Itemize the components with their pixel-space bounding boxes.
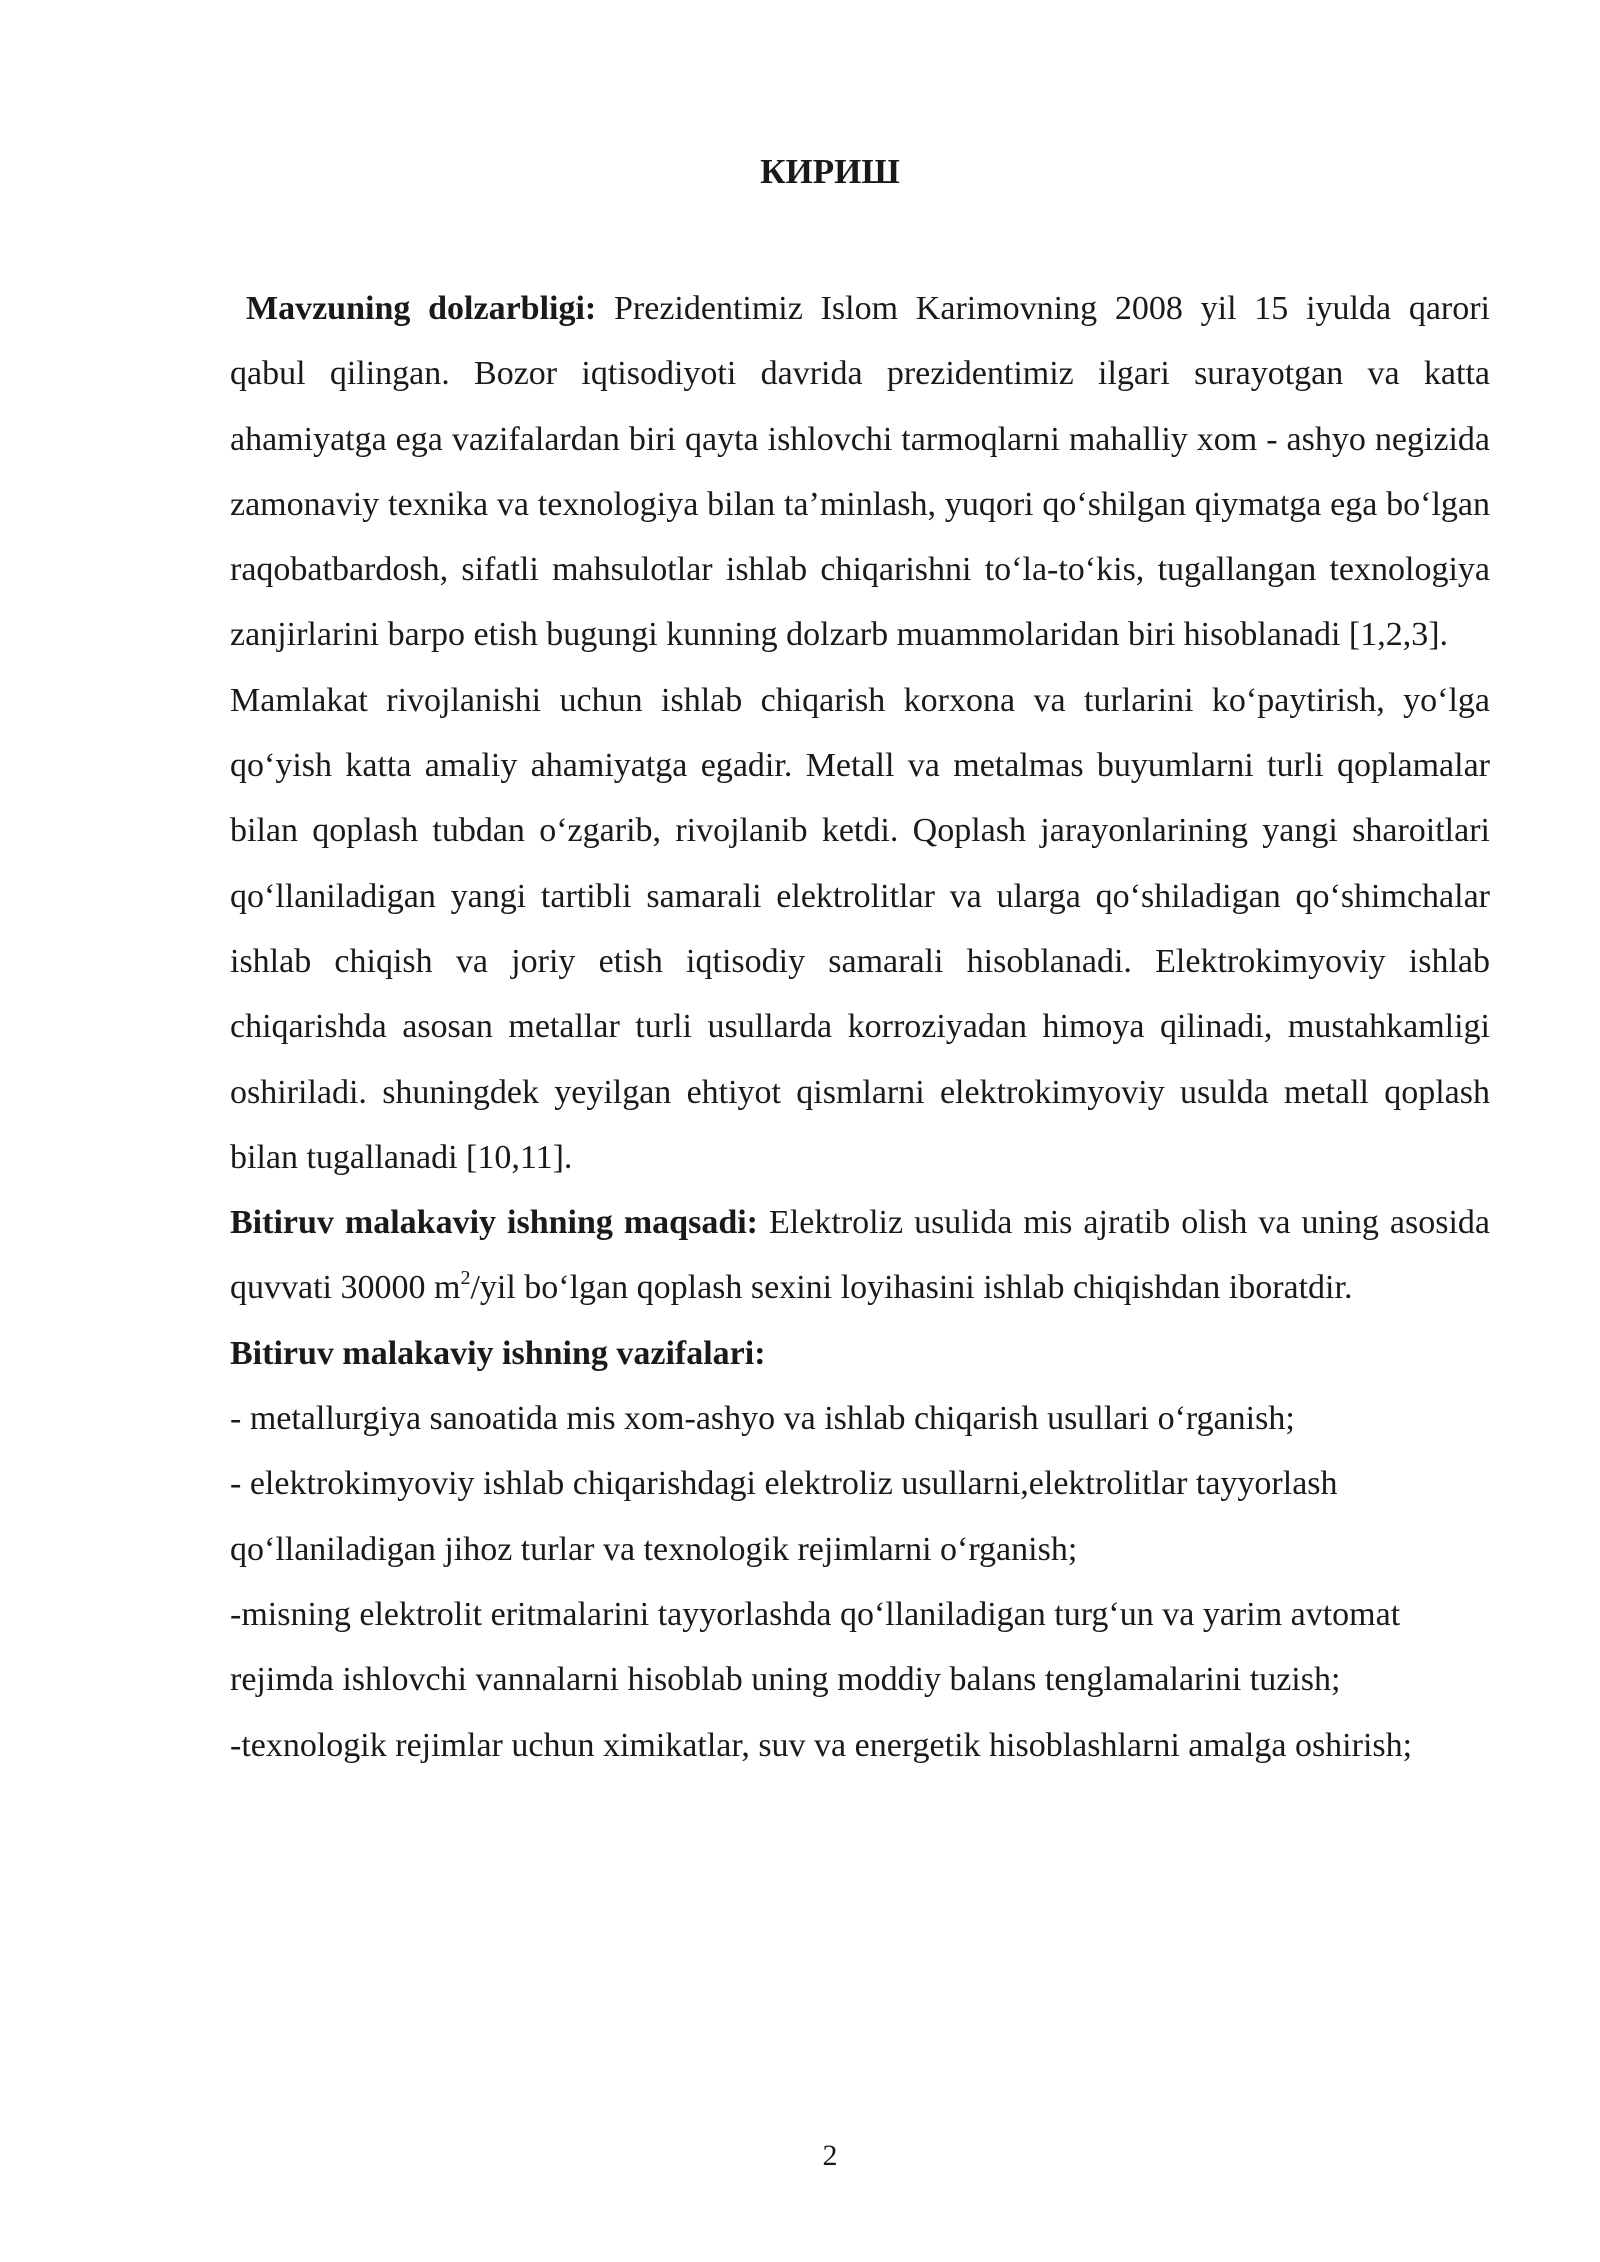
paragraph-text-development: Mamlakat rivojlanishi uchun ishlab chiqarish korxona va turlarini ko‘paytirish, yo‘lga qo‘yish katta amaliy ahamiyatga egadir. Metall va metalmas buyumlarni turli qoplamalar bilan qoplash tubdan o‘zgarib, rivojlanib ketdi. Qoplash jarayonlarining yangi sharoitlari qo‘llaniladigan yangi tartibli samarali elektrolitlar va ularga qo‘shiladigan qo‘shimchalar ishlab chiqish va joriy etish iqtisodiy samarali hisoblanadi. Elektrokimyoviy ishlab chiqarishda asosan metallar turli usullarda korroziyadan himoya qilinadi, mustahkamligi oshiriladi. shuningdek yeyilgan ehtiyot qismlarni elektrokimyoviy usulda metall qoplash bilan tugallanadi [10,11]. [230,681,1490,1176]
paragraph-goal [230,1190,1490,1321]
paragraph-text-relevance: Prezidentimiz Islom Karimovning 2008 yil 15 iyulda qarori qabul qilingan. Bozor iqtisodiyoti davrida prezidentimiz ilgari surayotgan va katta ahamiyatga ega vazifalardan biri qayta ishlovchi tarmoqlarni mahalliy xom - ashyo negizida zamonaviy texnika va texnologiya bilan ta’minlash, yuqori qo‘shilgan qiymatga ega bo‘lgan raqobatbardosh, sifatli mahsulotlar ishlab chiqarishni to‘la-to‘kis, tugallangan texnologiya zanjirlarini barpo etish bugungi kunning dolzarb muammolaridan biri hisoblanadi [1,2,3]. [230,290,1490,654]
paragraph-heading-goal: Bitiruv malakaviy ishning maqsadi: [230,1204,759,1242]
task-item: -texnologik rejimlar uchun ximikatlar, suv va energetik hisoblashlarni amalga oshirish; [230,1726,1413,1764]
paragraph-text-goal-start: Elektroliz usulida mis ajratib olish va uning asosida quvvati 30000 m [230,1204,1490,1307]
task-item: -misning elektrolit eritmalarini tayyorlashda qo‘llaniladigan turg‘un va yarim avtomat rejimda ishlovchi vannalarni hisoblab uning moddiy balans tenglamalarini tuzish; [230,1595,1401,1699]
page-number: 2 [822,2139,838,2172]
superscript-unit: 2 [460,1267,471,1290]
page-title: КИРИШ [760,152,900,191]
paragraph-heading-relevance: Mavzuning dolzarbligi: [246,290,597,327]
task-item: - elektrokimyoviy ishlab chiqarishdagi elektroliz usullarni,elektrolitlar tayyorlash qo‘llaniladigan jihoz turlar va texnologik rejimlarni o‘rganish; [230,1465,1338,1568]
document-body [230,276,1490,1778]
tasks-heading: Bitiruv malakaviy ishning vazifalari: [230,1334,766,1372]
paragraph-relevance [230,276,1490,668]
task-item: - metallurgiya sanoatida mis xom-ashyo va ishlab chiqarish usullari o‘rganish; [230,1400,1295,1438]
paragraph-text-goal-end: /yil bo‘lgan qoplash sexini loyihasini ishlab chiqishdan iboratdir. [470,1269,1353,1307]
paragraph-development [230,668,1490,1190]
